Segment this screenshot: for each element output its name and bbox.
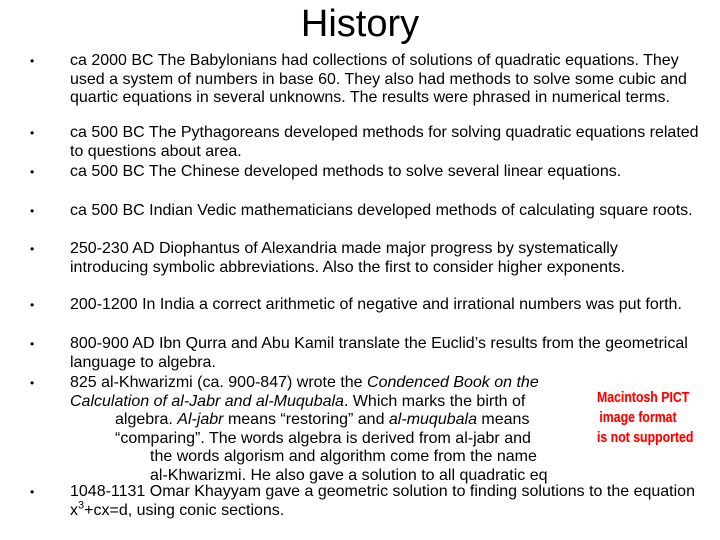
bullet-line: “comparing”. The words algebra is derived from al-jabr and xyxy=(115,429,531,447)
term-al-muqubala: al-muqubala xyxy=(388,411,477,428)
bullet-marker: • xyxy=(30,298,35,312)
bullet-marker: • xyxy=(30,165,35,179)
bullet-text: ca 500 BC The Chinese developed methods to solve several linear equations. xyxy=(70,163,622,180)
bullet-line: the words algorism and algorithm come from the name xyxy=(150,448,537,465)
bullet-marker: • xyxy=(30,204,35,218)
unsupported-image-placeholder xyxy=(597,388,694,458)
bullet-text: ca 500 BC Indian Vedic mathematicians developed methods of calculating square roots. xyxy=(70,202,693,219)
bullet-vedic xyxy=(30,202,700,221)
bullet-line: 825 al-Khwarizmi (ca. 900-847) wrote the Condenced Book on the xyxy=(70,374,539,391)
bullet-text: 800-900 AD Ibn Qurra and Abu Kamil translate the Euclid’s results from the geometrical language to algebra. xyxy=(70,335,688,371)
bullet-line: al-Khwarizmi. He also gave a solution to all quadratic eq xyxy=(150,466,548,484)
bullet-text: 200-1200 In India a correct arithmetic of negative and irrational numbers was put forth. xyxy=(70,296,682,313)
bullet-text: 250-230 AD Diophantus of Alexandria made major progress by systematically introducing symbolic abbreviations. Also the first to consider higher exponents. xyxy=(70,240,625,276)
bullet-india xyxy=(30,296,700,315)
bullet-chinese xyxy=(30,163,700,182)
term-al-jabr: Al-jabr xyxy=(177,411,224,428)
bullet-line: algebra. Al-jabr means “restoring” and al-muqubala means xyxy=(115,411,530,428)
book-title: Calculation of al-Jabr and al-Muqubala xyxy=(70,392,344,410)
bullet-marker: • xyxy=(30,485,35,499)
bullet-marker: • xyxy=(30,242,35,256)
superscript-exponent: 3 xyxy=(78,499,85,512)
bullet-text: ca 2000 BC The Babylonians had collections of solutions of quadratic equations. They used a system of numbers in base 60. They also had methods to solve some cubic and quartic equations in several unknowns. The results were phrased in numerical terms. xyxy=(70,52,687,106)
bullet-pythagoreans xyxy=(30,124,700,161)
bullet-marker: • xyxy=(30,54,35,68)
placeholder-line: image format xyxy=(599,409,677,426)
bullet-ibn-qurra xyxy=(30,335,700,372)
slide-title: History xyxy=(300,3,420,45)
bullet-omar-khayyam: • 1048-1131 Omar Khayyam gave a geometric solution to finding solutions to the equation $x^3+cx=d$, using conic sections. xyxy=(30,483,695,519)
bullet-babylonians xyxy=(30,52,700,108)
bullet-diophantus xyxy=(30,240,700,277)
book-title: Condenced Book on the xyxy=(367,374,539,391)
bullet-marker: • xyxy=(30,126,35,140)
bullet-marker: • xyxy=(30,337,35,351)
placeholder-line: Macintosh PICT xyxy=(597,389,690,406)
placeholder-line: is not supported xyxy=(597,429,694,446)
bullet-line: Calculation of al-Jabr and al-Muqubala. Which marks the birth of xyxy=(70,392,526,410)
bullet-marker: • xyxy=(30,376,35,390)
bullet-text: ca 500 BC The Pythagoreans developed methods for solving quadratic equations related to questions about area. xyxy=(70,124,699,160)
